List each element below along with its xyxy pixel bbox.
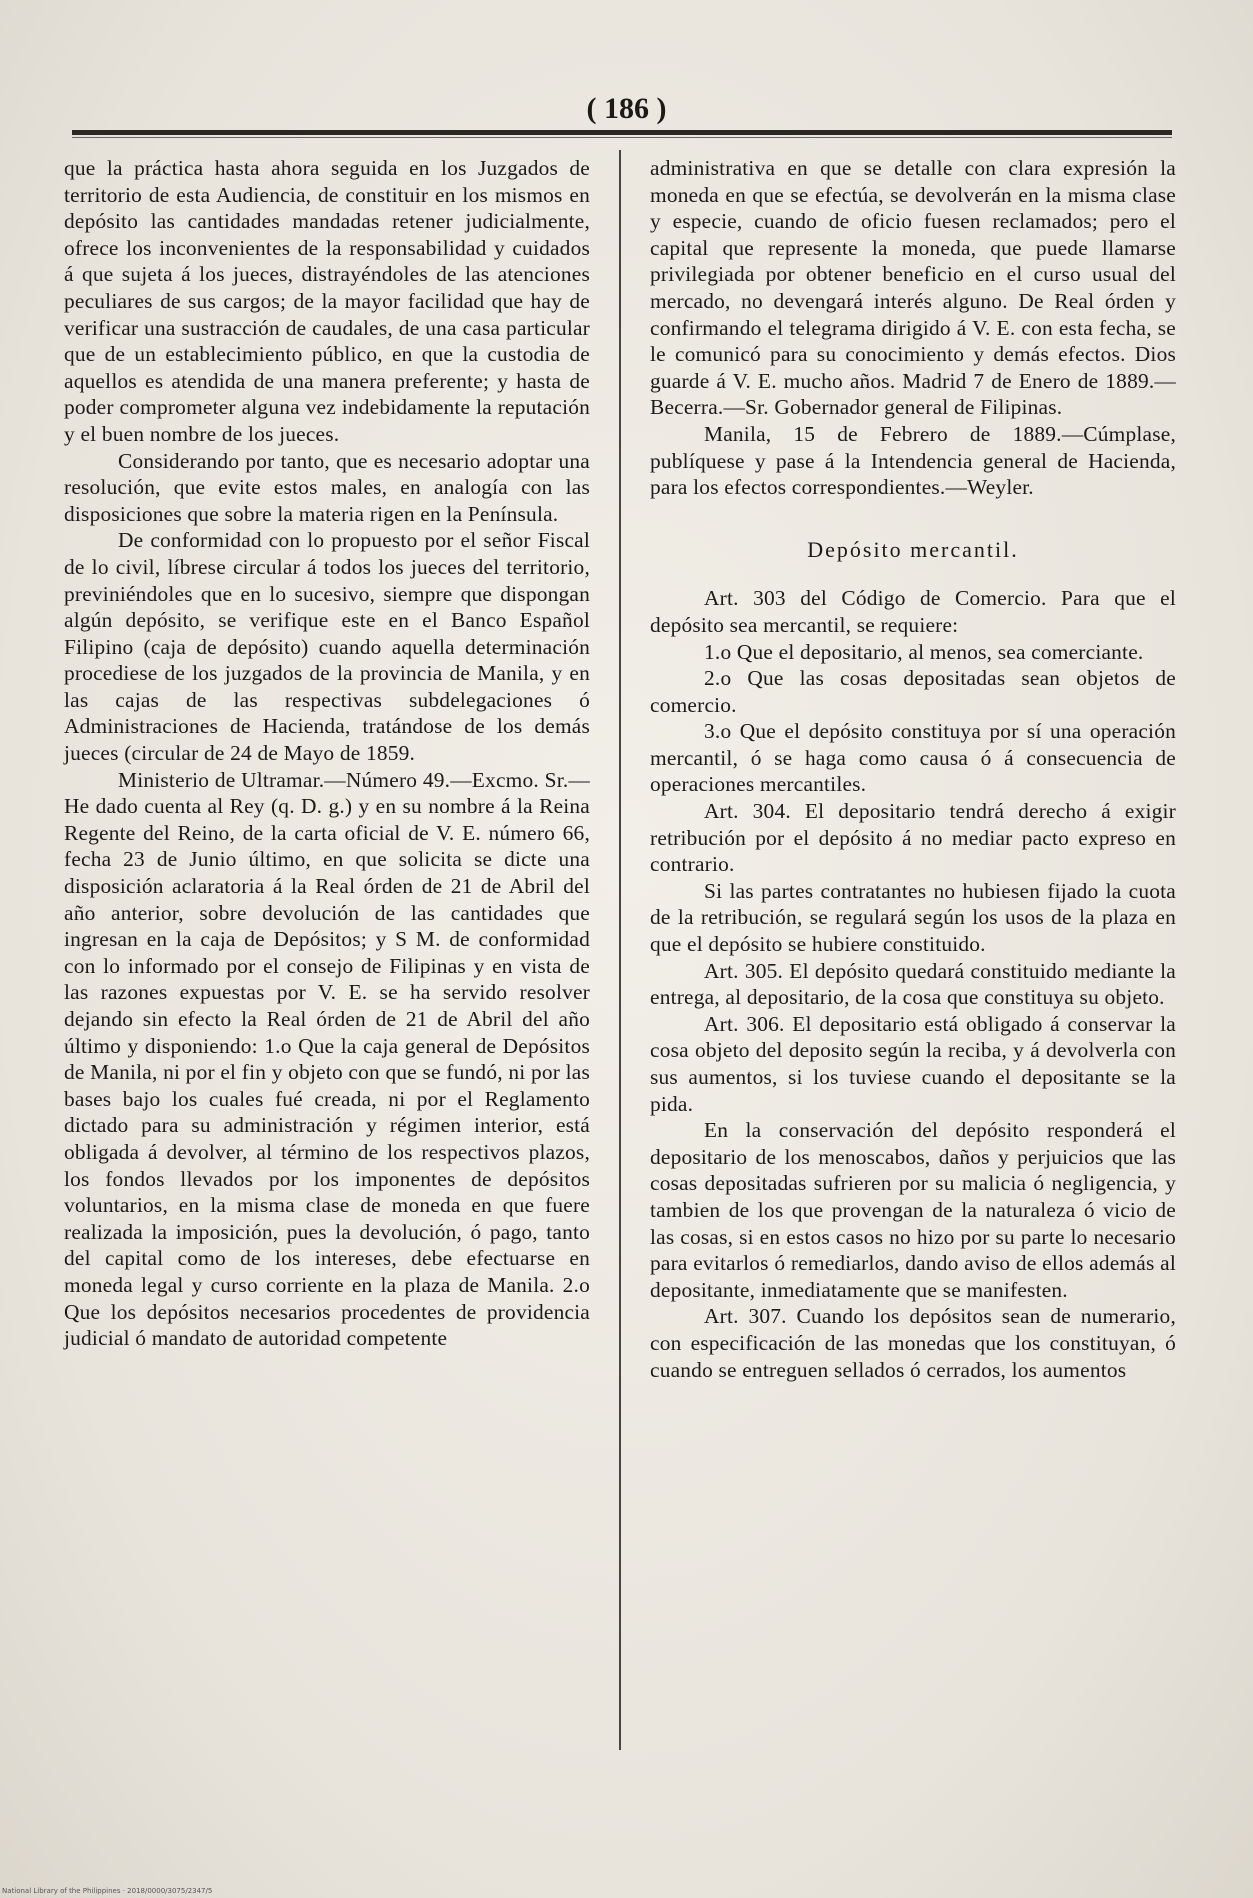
paragraph: De conformidad con lo propuesto por el señor Fiscal de lo civil, líbrese circular á todos los jueces del territorio, previniéndoles que en lo sucesivo, siempre que dispongan algún depósito, se verifique este en el Banco Español Filipino (caja de depósito) cuando aquella determinación procediese de los juzgados de la provincia de Manila, y en las cajas de las respectivas subdelegaciones ó Administraciones de Hacienda, tratándose de los demás jueces (circular de 24 de Mayo de 1859. [64, 528, 590, 766]
paragraph: administrativa en que se detalle con clara expresión la moneda en que se efectúa, se devolverán en la misma clase y especie, cuando de oficio fuesen reclamados; pero el capital que represente la moneda, que puede llamarse privilegiada por obtener beneficio en el curso usual del mercado, no devengará interés alguno. De Real órden y confirmando el telegrama dirigido á V. E. con esta fecha, se le comunicó para su conocimiento y demás efectos. Dios guarde á V. E. mucho años. Madrid 7 de Enero de 1889.—Becerra.—Sr. Gobernador general de Filipinas. [650, 156, 1176, 420]
paragraph: Considerando por tanto, que es necesario adoptar una resolución, que evite estos males, en analogía con las disposiciones que sobre la materia rigen en la Península. [64, 448, 590, 526]
paragraph: Art. 306. El depositario está obligado á conservar la cosa objeto del deposito según la reciba, y á devolverla con sus aumentos, si los tuviese cuando el depositante se la pida. [650, 1011, 1176, 1116]
section-heading: Depósito mercantil. [807, 536, 1019, 562]
header-rule-thin [72, 137, 1172, 138]
paragraph: Art. 305. El depósito quedará constituido mediante la entrega, al depositario, de la cosa que constituya su objeto. [650, 958, 1176, 1010]
paragraph: Ministerio de Ultramar.—Número 49.—Excmo. Sr.—He dado cuenta al Rey (q. D. g.) y en su nombre á la Reina Regente del Reino, de la carta oficial de V. E. número 66, fecha 23 de Junio último, en que solicita se dicte una disposición aclaratoria á la Real órden de 21 de Abril del año anterior, sobre devolución de las cantidades que ingresan en la caja de Depósitos; y S M. de conformidad con lo informado por el consejo de Filipinas y en vista de las razones expuestas por V. E. se ha servido resolver dejando sin efecto la Real órden de 21 de Abril del año último y disponiendo: 1.o Que la caja general de Depósitos de Manila, ni por el fin y objeto con que se fundó, ni por las bases bajo los cuales fué creada, ni por el Reglamento dictado para su administración y régimen interior, está obligada á devolver, al término de los respectivos plazos, los fondos llevados por los imponentes de depósitos voluntarios, en la misma clase de moneda en que fuere realizada la imposición, pues la devolución, ó pago, tanto del capital como de los intereses, debe efectuarse en moneda legal y curso corriente en la plaza de Manila. 2.o Que los depósitos necesarios procedentes de providencia judicial ó mandato de autoridad competente [64, 767, 590, 1351]
paragraph: Art. 307. Cuando los depósitos sean de numerario, con especificación de las monedas que los constituyan, ó cuando se entreguen sellados ó cerrados, los aumentos [650, 1304, 1176, 1382]
paragraph: 1.o Que el depositario, al menos, sea comerciante. [704, 639, 1144, 664]
page-number: ( 186 ) [586, 92, 667, 125]
paragraph: que la práctica hasta ahora seguida en los Juzgados de territorio de esta Audiencia, de constituir en los mismos en depósito las cantidades mandadas retener judicialmente, ofrece los inconvenientes de la responsabilidad y cuidados á que sujeta á los jueces, distrayéndoles de las atenciones peculiares de sus cargos; de la mayor facilidad que hay de verificar una sustracción de caudales, de una casa particular que de un establecimiento público, en que la custodia de aquellos es atendida de una manera preferente; y hasta de poder comprometer alguna vez indebidamente la reputación y el buen nombre de los jueces. [64, 156, 590, 446]
paragraph: Si las partes contratantes no hubiesen fijado la cuota de la retribución, se regulará según los usos de la plaza en que el depósito se hubiere constituido. [650, 878, 1176, 957]
left-column [64, 155, 590, 1352]
paragraph: Art. 304. El depositario tendrá derecho á exigir retribución por el depósito á no mediar pacto expreso en contrario. [650, 799, 1176, 877]
column-divider [619, 150, 621, 1750]
right-column [650, 155, 1176, 1383]
paragraph: Manila, 15 de Febrero de 1889.—Cúmplase, publíquese y pase á la Intendencia general de Hacienda, para los efectos correspondientes.—Weyler. [650, 421, 1176, 500]
paragraph: 2.o Que las cosas depositadas sean objetos de comercio. [650, 666, 1176, 717]
paragraph: Art. 303 del Código de Comercio. Para que el depósito sea mercantil, se requiere: [650, 586, 1176, 637]
header-rule [72, 130, 1172, 135]
paragraph: En la conservación del depósito responderá el depositario de los menoscabos, daños y perjuicios que las cosas depositadas sufrieren por su malicia ó negligencia, y tambien de los que provengan de la naturaleza ó vicio de las cosas, si en estos casos no hizo por su parte lo necesario para evitarlos ó remediarlos, dando aviso de ellos además al depositante, inmediatamente que se manifesten. [650, 1118, 1176, 1302]
paragraph: 3.o Que el depósito constituya por sí una operación mercantil, ó se haga como causa ó á consecuencia de operaciones mercantiles. [650, 719, 1176, 797]
footer-caption: National Library of the Philippines · 2018/0000/3075/2347/5 [2, 1887, 213, 1895]
